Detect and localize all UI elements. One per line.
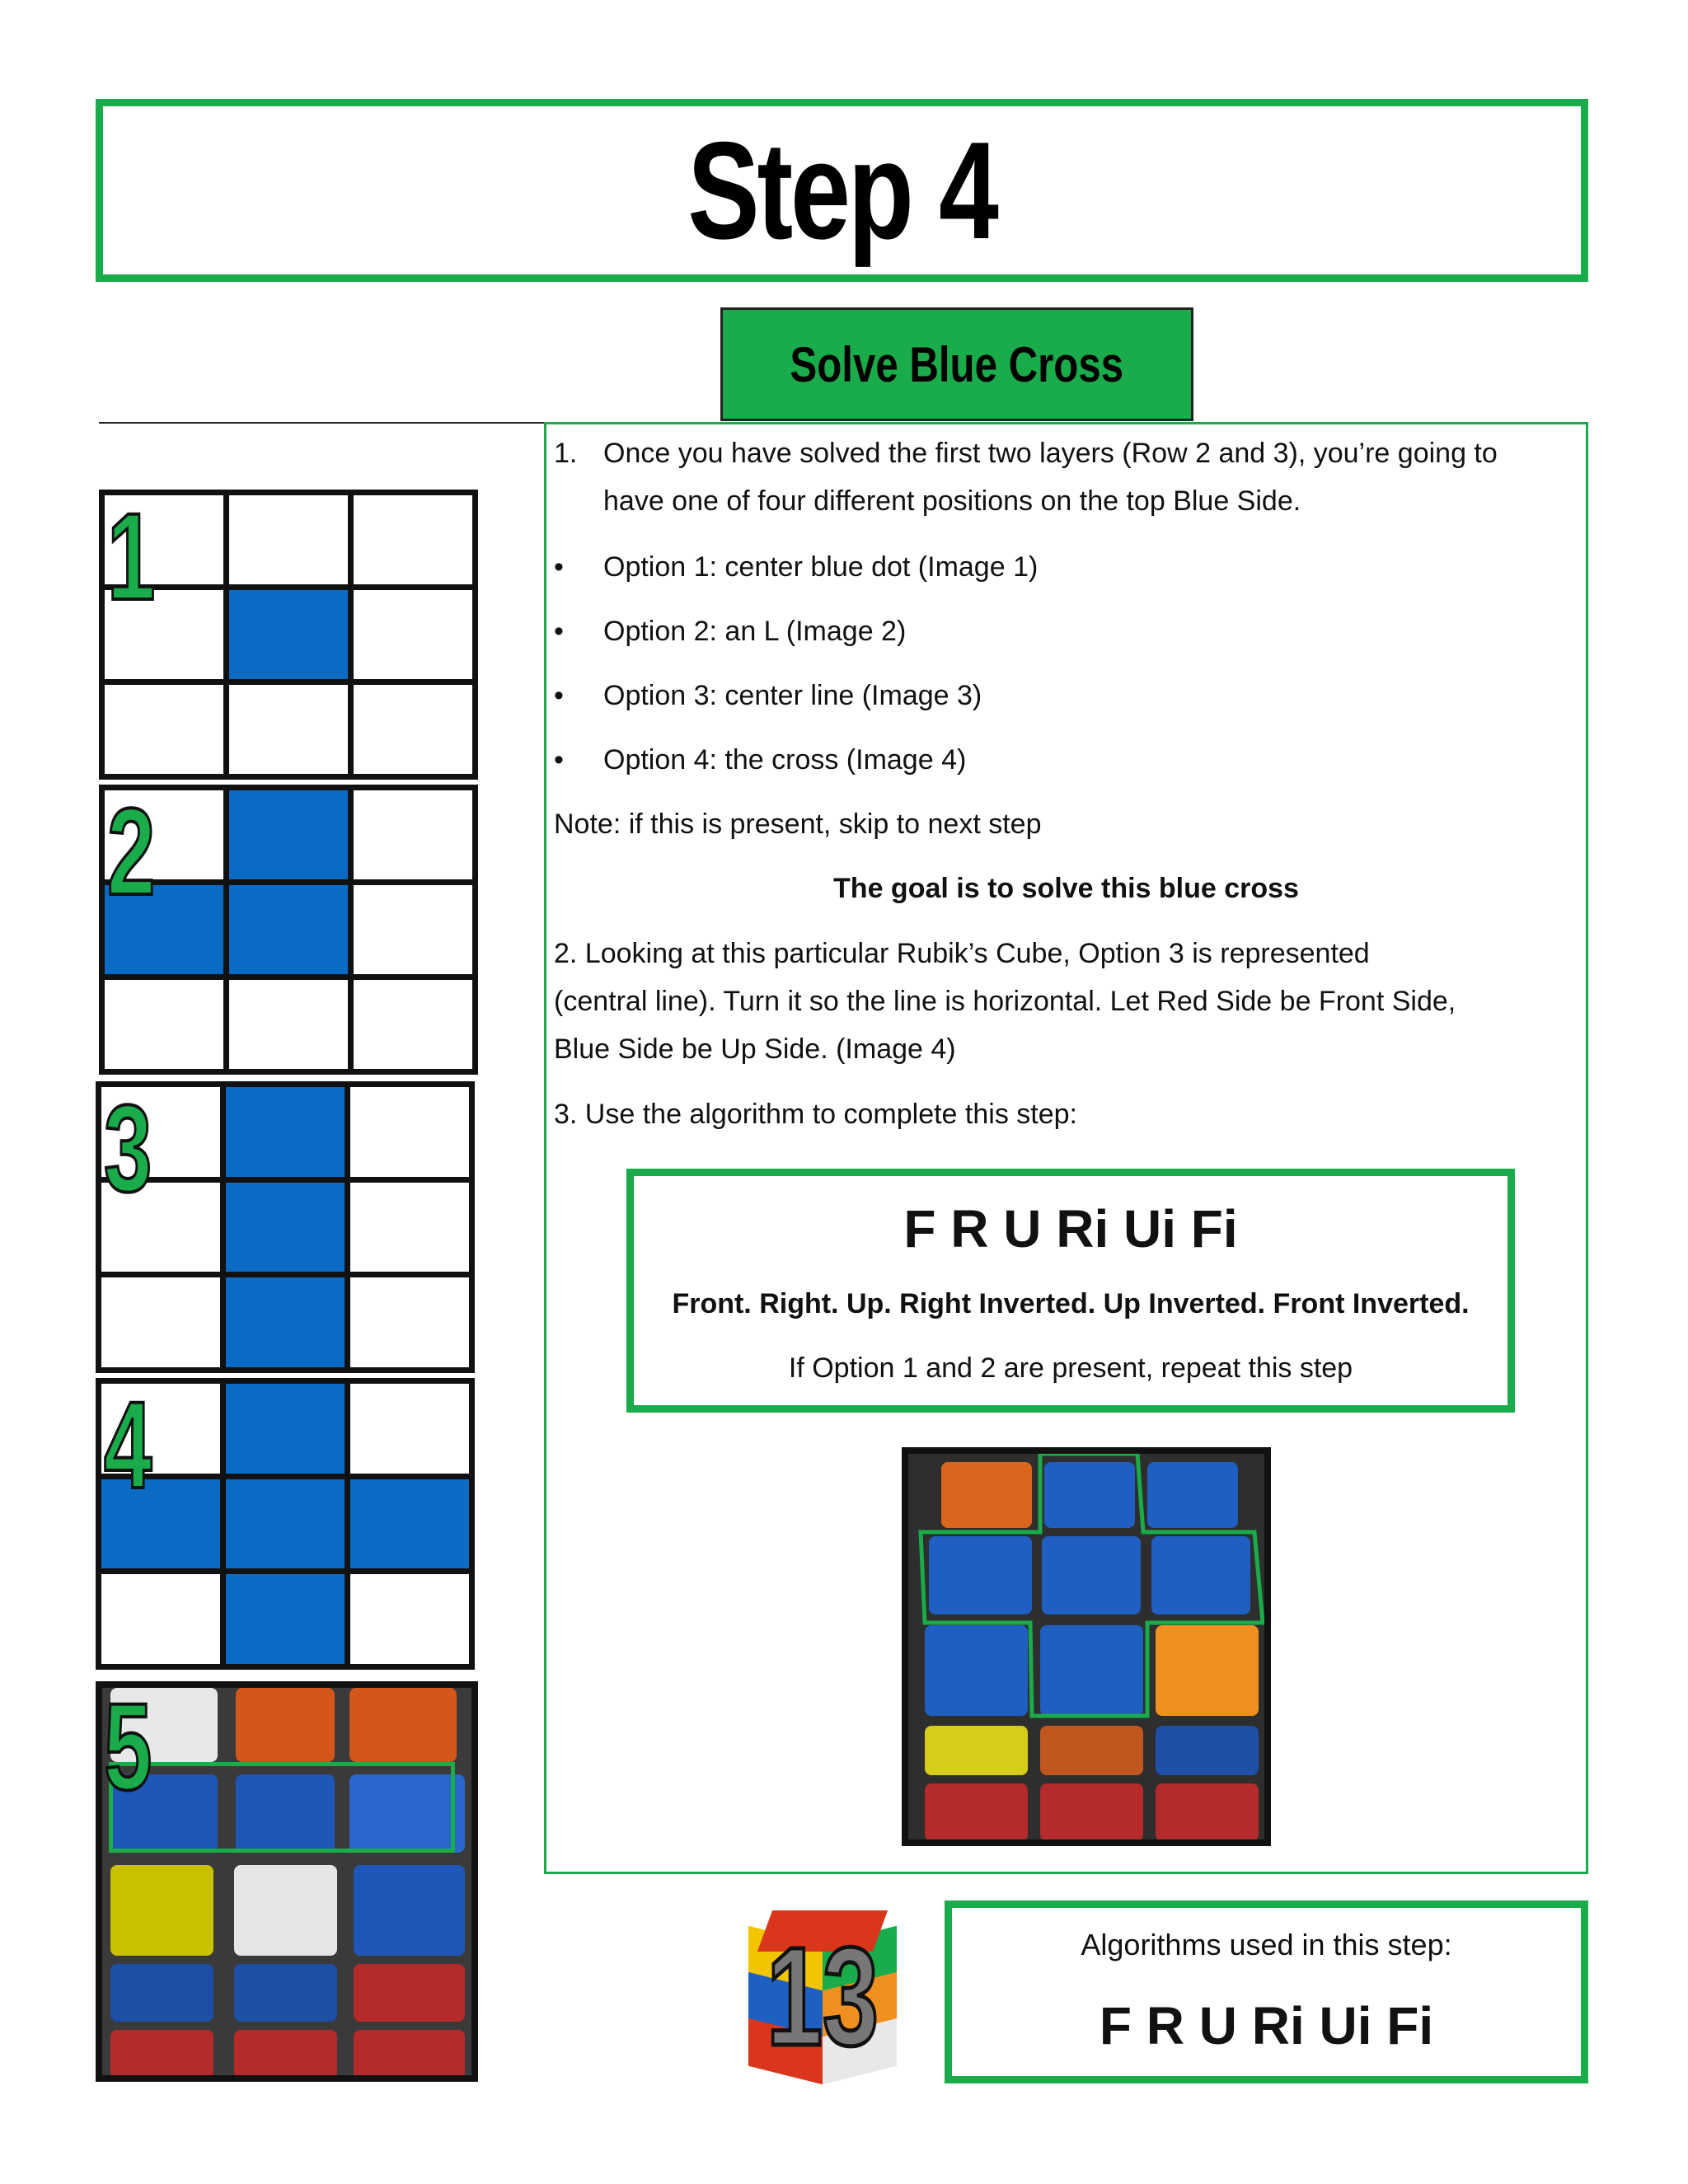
step2-line2: (central line). Turn it so the line is horizontal. Let Red Side be Front Side, [554,986,1456,1017]
blue-cell [229,790,348,879]
note-text: Note: if this is present, skip to next step [554,808,1042,840]
cube-photo-5 [96,1677,478,2082]
white-cell [354,495,472,584]
algorithms-used-box [945,1900,1588,2083]
image-number-5: 5 [104,1677,152,1816]
image-number-1: 1 [107,487,156,626]
blue-cell [350,1479,469,1569]
photo-sticker [349,1688,457,1762]
photo-sticker [110,2030,213,2079]
white-cell [354,980,472,1069]
page-title: Step 4 [687,112,996,268]
step1-line2: have one of four different positions on the top Blue Side. [603,485,1301,517]
blue-cell [229,885,348,974]
white-cell [354,885,472,974]
photo-sticker [110,1964,213,2022]
image-number-4: 4 [104,1376,152,1514]
photo-sticker [354,1865,465,1956]
algorithms-used-value: F R U Ri Ui Fi [1099,1996,1434,2055]
step2-line3: Blue Side be Up Side. (Image 4) [554,1033,956,1065]
blue-cell [226,1277,345,1367]
subtitle: Solve Blue Cross [790,336,1124,392]
blue-cell [226,1384,345,1474]
blue-cell [226,1574,345,1664]
photo-sticker [234,1865,337,1956]
bullet: • [554,551,564,583]
option-4-grid [96,1378,475,1670]
step3-text: 3. Use the algorithm to complete this step: [554,1099,1077,1130]
cross-outline [908,1454,1264,1840]
step1-number: 1. [554,438,578,469]
algorithm-notation: F R U Ri Ui Fi [903,1199,1238,1258]
blue-cell [226,1087,345,1177]
option-4-text: Option 4: the cross (Image 4) [603,744,967,776]
photo-sticker [354,2030,465,2079]
option-1-text: Option 1: center blue dot (Image 1) [603,551,1039,583]
page-number: 13 [766,1919,879,2075]
image-number-3: 3 [104,1079,152,1217]
page-number-logo [740,1910,905,2083]
bullet: • [554,744,564,776]
bullet: • [554,680,564,711]
white-cell [350,1574,469,1664]
option-2-text: Option 2: an L (Image 2) [603,616,907,647]
white-cell [101,1574,220,1664]
cube-photo-top [902,1447,1271,1846]
white-cell [101,1277,220,1367]
bullet: • [554,616,564,647]
algorithm-repeat-note: If Option 1 and 2 are present, repeat this step [788,1352,1353,1384]
image-number-2: 2 [107,782,156,921]
white-cell [354,685,472,774]
step1-line1: Once you have solved the first two layers (Row 2 and 3), you’re going to [603,438,1498,469]
algorithm-box [626,1169,1515,1413]
white-cell [350,1277,469,1367]
white-cell [229,980,348,1069]
white-cell [350,1087,469,1177]
title-box [96,99,1588,282]
option-1-grid [99,487,478,780]
highlight-outline [109,1762,455,1853]
white-cell [229,685,348,774]
option-3-text: Option 3: center line (Image 3) [603,680,982,711]
goal-text: The goal is to solve this blue cross [833,873,1299,904]
photo-sticker [234,1964,337,2022]
white-cell [105,980,223,1069]
white-cell [229,495,348,584]
blue-cell [226,1479,345,1569]
blue-cell [226,1183,345,1272]
option-2-grid [99,782,478,1075]
subtitle-box [720,307,1193,421]
white-cell [105,685,223,774]
white-cell [354,590,472,679]
white-cell [350,1183,469,1272]
algorithms-used-label: Algorithms used in this step: [1081,1928,1452,1961]
white-cell [350,1384,469,1474]
photo-sticker [234,2030,337,2079]
algorithm-expanded: Front. Right. Up. Right Inverted. Up Inverted. Front Inverted. [672,1288,1470,1319]
photo-sticker [110,1865,213,1956]
photo-sticker [236,1688,335,1762]
divider [99,422,544,424]
blue-cell [229,590,348,679]
step2-line1: 2. Looking at this particular Rubik’s Cube, Option 3 is represented [554,938,1370,969]
option-3-grid [96,1081,475,1373]
photo-sticker [354,1964,465,2022]
white-cell [354,790,472,879]
